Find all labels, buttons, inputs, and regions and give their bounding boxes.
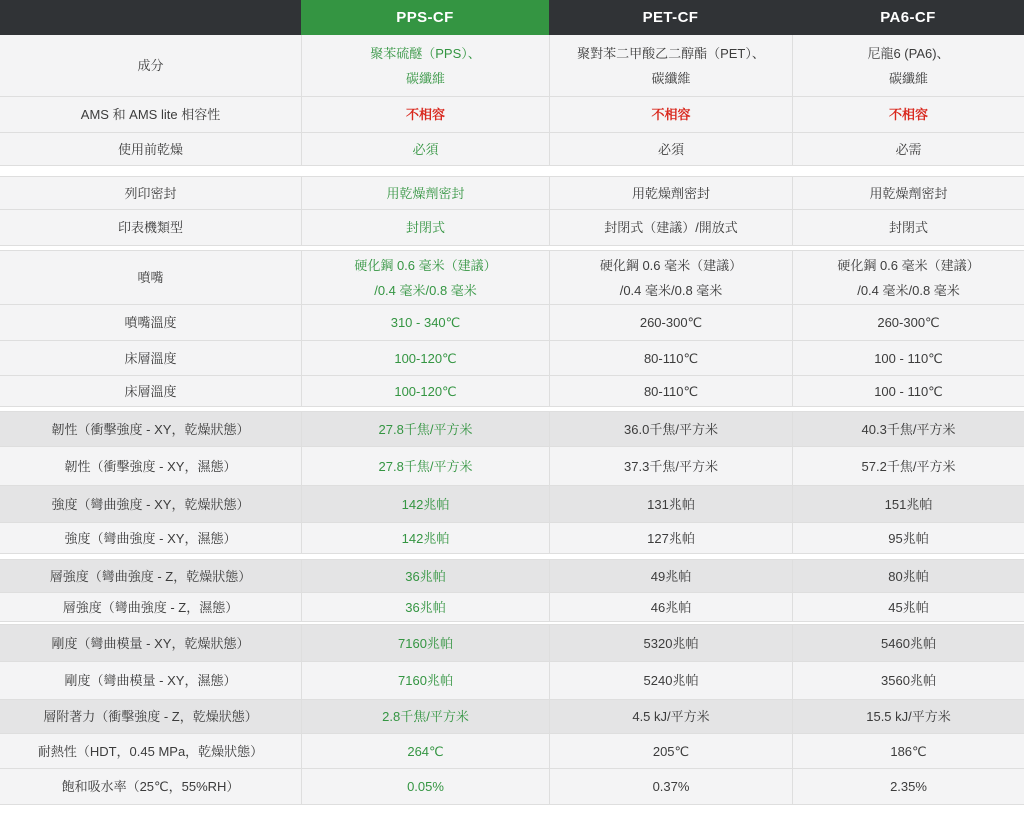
cell-value: 7160兆帕 bbox=[301, 625, 549, 661]
cell-value: 27.8千焦/平方米 bbox=[301, 447, 549, 485]
table-row bbox=[0, 560, 1024, 593]
row-group-gap bbox=[0, 166, 1024, 177]
table-row bbox=[0, 133, 1024, 166]
cell-value: 95兆帕 bbox=[792, 523, 1024, 553]
cell-value: 必需 bbox=[792, 133, 1024, 165]
cell-value: 45兆帕 bbox=[792, 593, 1024, 621]
cell-value: 40.3千焦/平方米 bbox=[792, 412, 1024, 446]
table-row bbox=[0, 412, 1024, 447]
cell-value: 80兆帕 bbox=[792, 560, 1024, 592]
table-row bbox=[0, 177, 1024, 210]
cell-value: 硬化鋼 0.6 毫米（建議） /0.4 毫米/0.8 毫米 bbox=[301, 251, 549, 304]
cell-value: 封閉式 bbox=[792, 210, 1024, 245]
table-row bbox=[0, 251, 1024, 305]
cell-value: 264℃ bbox=[301, 734, 549, 768]
table-row bbox=[0, 593, 1024, 622]
cell-value: 必須 bbox=[301, 133, 549, 165]
row-label: 噴嘴溫度 bbox=[124, 315, 177, 330]
cell-value: 127兆帕 bbox=[549, 523, 792, 553]
column-header-pa6-cf[interactable]: PA6-CF bbox=[880, 9, 936, 26]
row-label: 飽和吸水率（25℃，55%RH） bbox=[61, 779, 240, 794]
row-label: 成分 bbox=[137, 58, 164, 73]
table-row bbox=[0, 447, 1024, 486]
row-label: 層強度（彎曲強度 - Z，乾燥狀態） bbox=[49, 568, 252, 584]
row-label: AMS 和 AMS lite 相容性 bbox=[80, 107, 221, 122]
cell-value: 131兆帕 bbox=[549, 486, 792, 522]
cell-value: 用乾燥劑密封 bbox=[549, 177, 792, 209]
cell-value: 80-110℃ bbox=[549, 341, 792, 375]
row-label: 強度（彎曲強度 - XY，乾燥狀態） bbox=[51, 496, 250, 512]
table-row bbox=[0, 734, 1024, 769]
row-label: 強度（彎曲強度 - XY，濕態） bbox=[64, 530, 237, 546]
cell-value: 不相容 bbox=[301, 97, 549, 132]
row-label: 層強度（彎曲強度 - Z，濕態） bbox=[62, 599, 239, 615]
cell-value: 3560兆帕 bbox=[792, 662, 1024, 699]
cell-value: 2.35% bbox=[792, 769, 1024, 804]
row-label: 床層溫度 bbox=[124, 350, 177, 366]
row-label: 列印密封 bbox=[124, 185, 177, 201]
table-body bbox=[0, 35, 1024, 805]
cell-value: 0.05% bbox=[301, 769, 549, 804]
cell-value: 0.37% bbox=[549, 769, 792, 804]
row-label: 使用前乾燥 bbox=[117, 141, 183, 157]
cell-value: 不相容 bbox=[549, 97, 792, 132]
cell-value: 100 - 110℃ bbox=[792, 376, 1024, 406]
cell-value: 46兆帕 bbox=[549, 593, 792, 621]
cell-value: 不相容 bbox=[792, 97, 1024, 132]
cell-value: 4.5 kJ/平方米 bbox=[549, 700, 792, 733]
column-header-property bbox=[0, 0, 301, 35]
cell-value: 5240兆帕 bbox=[549, 662, 792, 699]
cell-value: 142兆帕 bbox=[301, 523, 549, 553]
cell-value: 310 - 340℃ bbox=[301, 305, 549, 340]
table-row bbox=[0, 376, 1024, 407]
cell-value: 5320兆帕 bbox=[549, 625, 792, 661]
row-label: 層附著力（衝擊強度 - Z，乾燥狀態） bbox=[43, 709, 258, 724]
cell-value: 2.8千焦/平方米 bbox=[301, 700, 549, 733]
table-row bbox=[0, 523, 1024, 554]
table-row bbox=[0, 769, 1024, 805]
cell-value: 必須 bbox=[549, 133, 792, 165]
cell-value: 57.2千焦/平方米 bbox=[792, 447, 1024, 485]
cell-value: 260-300℃ bbox=[549, 305, 792, 340]
cell-value: 封閉式 bbox=[301, 210, 549, 245]
table-row bbox=[0, 700, 1024, 734]
cell-value: 用乾燥劑密封 bbox=[792, 177, 1024, 209]
row-label: 床層溫度 bbox=[124, 383, 177, 399]
table-row bbox=[0, 210, 1024, 246]
row-label: 剛度（彎曲模量 - XY，濕態） bbox=[64, 673, 237, 688]
row-label: 印表機類型 bbox=[117, 220, 183, 235]
table-row bbox=[0, 97, 1024, 133]
cell-value: 硬化鋼 0.6 毫米（建議） /0.4 毫米/0.8 毫米 bbox=[792, 251, 1024, 304]
cell-value: 37.3千焦/平方米 bbox=[549, 447, 792, 485]
table-row bbox=[0, 35, 1024, 97]
cell-value: 49兆帕 bbox=[549, 560, 792, 592]
cell-value: 151兆帕 bbox=[792, 486, 1024, 522]
cell-value: 142兆帕 bbox=[301, 486, 549, 522]
cell-value: 36兆帕 bbox=[301, 593, 549, 621]
table-row bbox=[0, 486, 1024, 523]
cell-value: 聚對苯二甲酸乙二醇酯（PET）、 碳纖維 bbox=[549, 35, 792, 96]
cell-value: 260-300℃ bbox=[792, 305, 1024, 340]
cell-value: 7160兆帕 bbox=[301, 662, 549, 699]
cell-value: 27.8千焦/平方米 bbox=[301, 412, 549, 446]
table-header-row bbox=[0, 0, 1024, 35]
row-label: 剛度（彎曲模量 - XY，乾燥狀態） bbox=[51, 635, 250, 651]
table-row bbox=[0, 662, 1024, 700]
table-row bbox=[0, 305, 1024, 341]
cell-value: 尼龍6 (PA6)、 碳纖維 bbox=[792, 35, 1024, 96]
cell-value: 186℃ bbox=[792, 734, 1024, 768]
row-label: 韌性（衝擊強度 - XY，濕態） bbox=[64, 458, 237, 474]
row-label: 耐熱性（HDT，0.45 MPa，乾燥狀態） bbox=[37, 743, 264, 759]
column-header-pps-cf[interactable]: PPS-CF bbox=[301, 0, 549, 35]
table-row bbox=[0, 625, 1024, 662]
row-label: 韌性（衝擊強度 - XY，乾燥狀態） bbox=[51, 421, 250, 437]
cell-value: 100 - 110℃ bbox=[792, 341, 1024, 375]
cell-value: 15.5 kJ/平方米 bbox=[792, 700, 1024, 733]
cell-value: 205℃ bbox=[549, 734, 792, 768]
cell-value: 36.0千焦/平方米 bbox=[549, 412, 792, 446]
cell-value: 聚苯硫醚（PPS）、 碳纖維 bbox=[301, 35, 549, 96]
cell-value: 用乾燥劑密封 bbox=[301, 177, 549, 209]
cell-value: 36兆帕 bbox=[301, 560, 549, 592]
table-row bbox=[0, 341, 1024, 376]
cell-value: 封閉式（建議）/開放式 bbox=[549, 210, 792, 245]
cell-value: 5460兆帕 bbox=[792, 625, 1024, 661]
cell-value: 硬化鋼 0.6 毫米（建議） /0.4 毫米/0.8 毫米 bbox=[549, 251, 792, 304]
cell-value: 100-120℃ bbox=[301, 376, 549, 406]
cell-value: 80-110℃ bbox=[549, 376, 792, 406]
column-header-pet-cf[interactable]: PET-CF bbox=[642, 9, 699, 26]
row-label: 噴嘴 bbox=[137, 270, 164, 285]
cell-value: 100-120℃ bbox=[301, 341, 549, 375]
